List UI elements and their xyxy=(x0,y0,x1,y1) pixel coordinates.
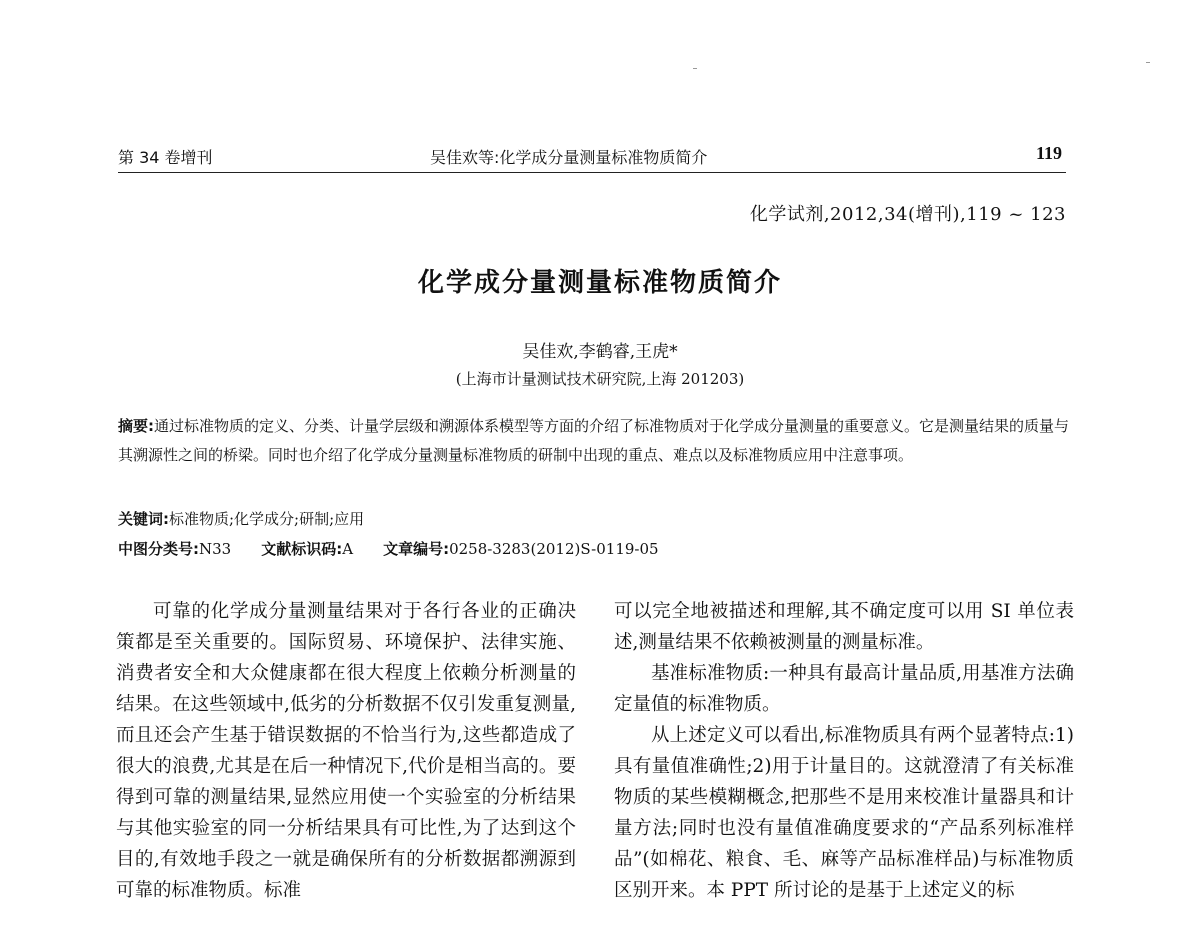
header-volume: 第 34 卷增刊 xyxy=(118,148,213,167)
abstract xyxy=(118,412,1070,470)
abstract-label: 摘要: xyxy=(118,417,154,435)
scan-speck xyxy=(693,68,697,69)
article-number-value: 0258-3283(2012)S-0119-05 xyxy=(449,540,659,558)
keywords xyxy=(118,508,364,529)
journal-citation: 化学试剂,2012,34(增刊),119 ~ 123 xyxy=(749,204,1066,225)
abstract-text: 通过标准物质的定义、分类、计量学层级和溯源体系模型等方面的介绍了标准物质对于化学成分量测量的重要意义。它是测量结果的质量与其溯源性之间的桥梁。同时也介绍了化学成分量测量标准物质的研制中出现的重点、难点以及标准物质应用中注意事项。 xyxy=(118,417,1070,464)
clc-label: 中图分类号: xyxy=(118,540,199,558)
paper-title: 化学成分量测量标准物质简介 xyxy=(417,268,782,298)
body-paragraph: 可以完全地被描述和理解,其不确定度可以用 SI 单位表述,测量结果不依赖被测量的测量标准。 xyxy=(614,601,1074,653)
body-paragraph: 基准标准物质:一种具有最高计量品质,用基准方法确定量值的标准物质。 xyxy=(614,663,1074,715)
scan-speck xyxy=(1146,62,1150,63)
keywords-text: 标准物质;化学成分;研制;应用 xyxy=(169,510,365,528)
authors: 吴佳欢,李鹤睿,王虎* xyxy=(522,342,678,362)
affiliation: (上海市计量测试技术研究院,上海 201203) xyxy=(455,370,745,388)
body-column-right xyxy=(614,596,1074,906)
keywords-label: 关键词: xyxy=(118,510,169,528)
clc-value: N33 xyxy=(199,540,232,558)
article-number-label: 文章编号: xyxy=(383,540,450,558)
body-paragraph: 可靠的化学成分量测量结果对于各行各业的正确决策都是至关重要的。国际贸易、环境保护、法律实施、消费者安全和大众健康都在很大程度上依赖分析测量的结果。在这些领域中,低劣的分析数据不仅引发重复测量,而且还会产生基于错误数据的不恰当行为,这些都造成了很大的浪费,尤其是在后一种情况下,代价是相当高的。要得到可靠的测量结果,显然应用使一个实验室的分析结果与其他实验室的同一分析结果具有可比性,为了达到这个目的,有效地手段之一就是确保所有的分析数据都溯源到可靠的标准物质。标准 xyxy=(116,601,576,901)
doc-code-value: A xyxy=(342,540,354,558)
classification-line xyxy=(118,538,659,559)
page-number: 119 xyxy=(1036,143,1063,163)
doc-code-label: 文献标识码: xyxy=(261,540,343,558)
body-paragraph: 从上述定义可以看出,标准物质具有两个显著特点:1)具有量值准确性;2)用于计量目的。这就澄清了有关标准物质的某些模糊概念,把那些不是用来校准计量器具和计量方法;同时也没有量值准确度要求的“产品系列标准样品”(如棉花、粮食、毛、麻等产品标准样品)与标准物质区别开来。本 PPT 所讨论的是基于上述定义的标 xyxy=(614,725,1074,901)
header-running-title: 吴佳欢等:化学成分量测量标准物质简介 xyxy=(430,148,708,167)
body-column-left xyxy=(116,596,576,906)
header-rule xyxy=(118,172,1066,173)
